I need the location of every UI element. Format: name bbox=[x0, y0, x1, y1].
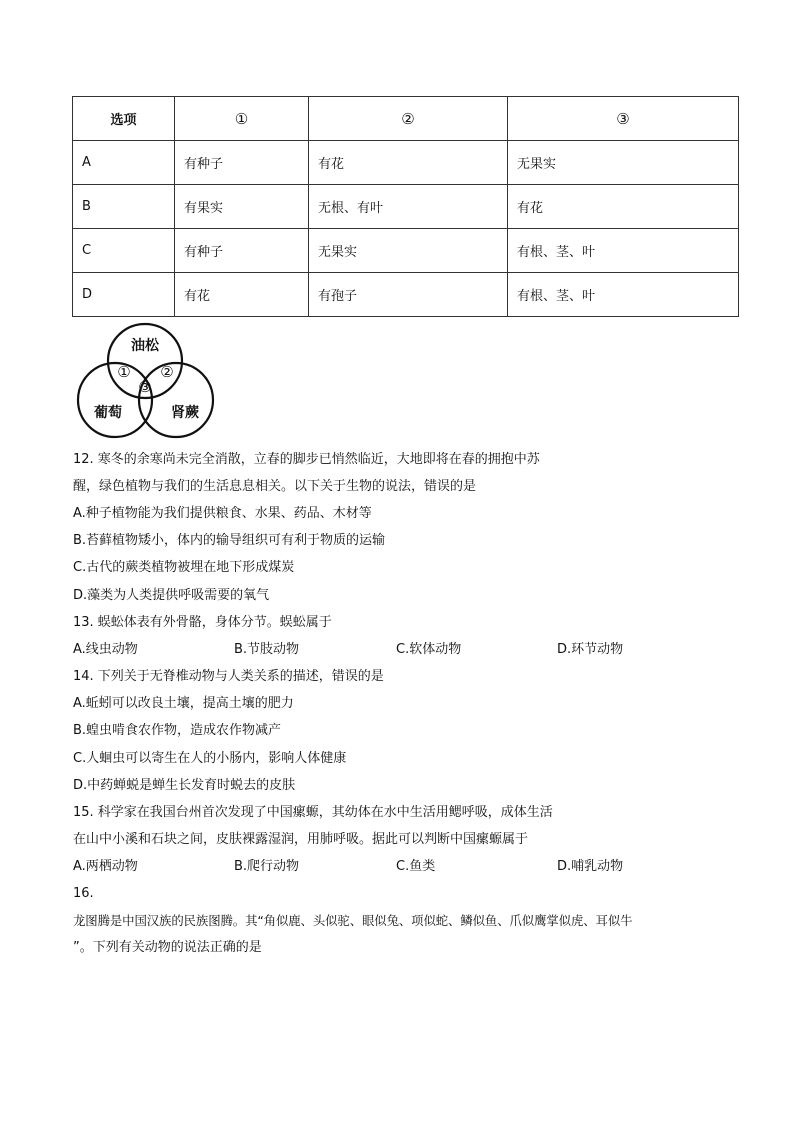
table-cell: 无果实 bbox=[309, 229, 508, 273]
table-cell: 有根、茎、叶 bbox=[508, 273, 739, 317]
q14-stem: 14. 下列关于无脊椎动物与人类关系的描述，错误的是 bbox=[73, 669, 384, 684]
table-cell: C bbox=[73, 229, 175, 273]
q16-stem-line1: 龙图腾是中国汉族的民族图腾。其“角似鹿、头似驼、眼似兔、项似蛇、鳞似鱼、爪似鹰掌似虎、耳似牛 bbox=[73, 913, 633, 928]
q12-stem-line1: 12. 寒冬的余寒尚未完全消散，立春的脚步已悄然临近，大地即将在春的拥抱中苏 bbox=[73, 452, 540, 467]
table-row bbox=[73, 185, 739, 229]
q15-option-a: A.两栖动物 bbox=[73, 859, 138, 874]
table-cell: 有根、茎、叶 bbox=[508, 229, 739, 273]
q16-number: 16. bbox=[73, 886, 94, 901]
table-cell: 有种子 bbox=[175, 229, 309, 273]
q12-option-c: C.古代的蕨类植物被埋在地下形成煤炭 bbox=[73, 560, 295, 575]
table-cell: 有花 bbox=[508, 185, 739, 229]
q15-stem-line1: 15. 科学家在我国台州首次发现了中国瘰螈，其幼体在水中生活用鳃呼吸，成体生活 bbox=[73, 805, 553, 820]
q14-option-a: A.蚯蚓可以改良土壤，提高土壤的肥力 bbox=[73, 696, 294, 711]
q14-option-d: D.中药蝉蜕是蝉生长发育时蜕去的皮肤 bbox=[73, 778, 296, 793]
q15-option-d: D.哺乳动物 bbox=[557, 859, 624, 874]
venn-region-3: ③ bbox=[138, 378, 152, 396]
table-cell: 有花 bbox=[175, 273, 309, 317]
venn-diagram bbox=[74, 322, 216, 440]
q15-option-b: B.爬行动物 bbox=[234, 859, 300, 874]
table-cell: 有花 bbox=[309, 141, 508, 185]
venn-label-right: 肾蕨 bbox=[171, 405, 199, 421]
q12-option-d: D.藻类为人类提供呼吸需要的氧气 bbox=[73, 588, 270, 603]
venn-circle-left bbox=[78, 363, 152, 437]
table-cell: 无根、有叶 bbox=[309, 185, 508, 229]
q12-option-a: A.种子植物能为我们提供粮食、水果、药品、木材等 bbox=[73, 506, 372, 521]
venn-region-1: ① bbox=[117, 363, 131, 381]
q13-option-d: D.环节动物 bbox=[557, 642, 624, 657]
header-1: ① bbox=[175, 97, 309, 141]
table-row bbox=[73, 273, 739, 317]
q13-option-c: C.软体动物 bbox=[396, 642, 462, 657]
q12-option-b: B.苔藓植物矮小，体内的输导组织可有利于物质的运输 bbox=[73, 533, 386, 548]
venn-label-left: 葡萄 bbox=[94, 405, 122, 421]
q12-stem-line2: 醒，绿色植物与我们的生活息息相关。以下关于生物的说法，错误的是 bbox=[73, 479, 477, 494]
q13-option-a: A.线虫动物 bbox=[73, 642, 138, 657]
venn-region-2: ② bbox=[160, 363, 174, 381]
table-cell: 无果实 bbox=[508, 141, 739, 185]
header-3: ③ bbox=[508, 97, 739, 141]
header-2: ② bbox=[309, 97, 508, 141]
table-cell: A bbox=[73, 141, 175, 185]
options-table bbox=[72, 96, 739, 317]
table-row bbox=[73, 141, 739, 185]
q16-stem-line2: ”。下列有关动物的说法正确的是 bbox=[73, 940, 262, 955]
q13-stem: 13. 蜈蚣体表有外骨骼，身体分节。蜈蚣属于 bbox=[73, 615, 332, 630]
q14-option-c: C.人蛔虫可以寄生在人的小肠内，影响人体健康 bbox=[73, 751, 347, 766]
table-cell: 有种子 bbox=[175, 141, 309, 185]
venn-label-top: 油松 bbox=[131, 338, 159, 354]
table-cell: D bbox=[73, 273, 175, 317]
header-option: 选项 bbox=[73, 97, 175, 141]
q15-option-c: C.鱼类 bbox=[396, 859, 436, 874]
q14-option-b: B.蝗虫啃食农作物，造成农作物减产 bbox=[73, 723, 282, 738]
table-row bbox=[73, 229, 739, 273]
table-cell: 有孢子 bbox=[309, 273, 508, 317]
q13-option-b: B.节肢动物 bbox=[234, 642, 300, 657]
q15-stem-line2: 在山中小溪和石块之间，皮肤裸露湿润，用肺呼吸。据此可以判断中国瘰螈属于 bbox=[73, 832, 529, 847]
venn-circle-right bbox=[139, 363, 213, 437]
table-header-row bbox=[73, 97, 739, 141]
table-cell: B bbox=[73, 185, 175, 229]
table-cell: 有果实 bbox=[175, 185, 309, 229]
